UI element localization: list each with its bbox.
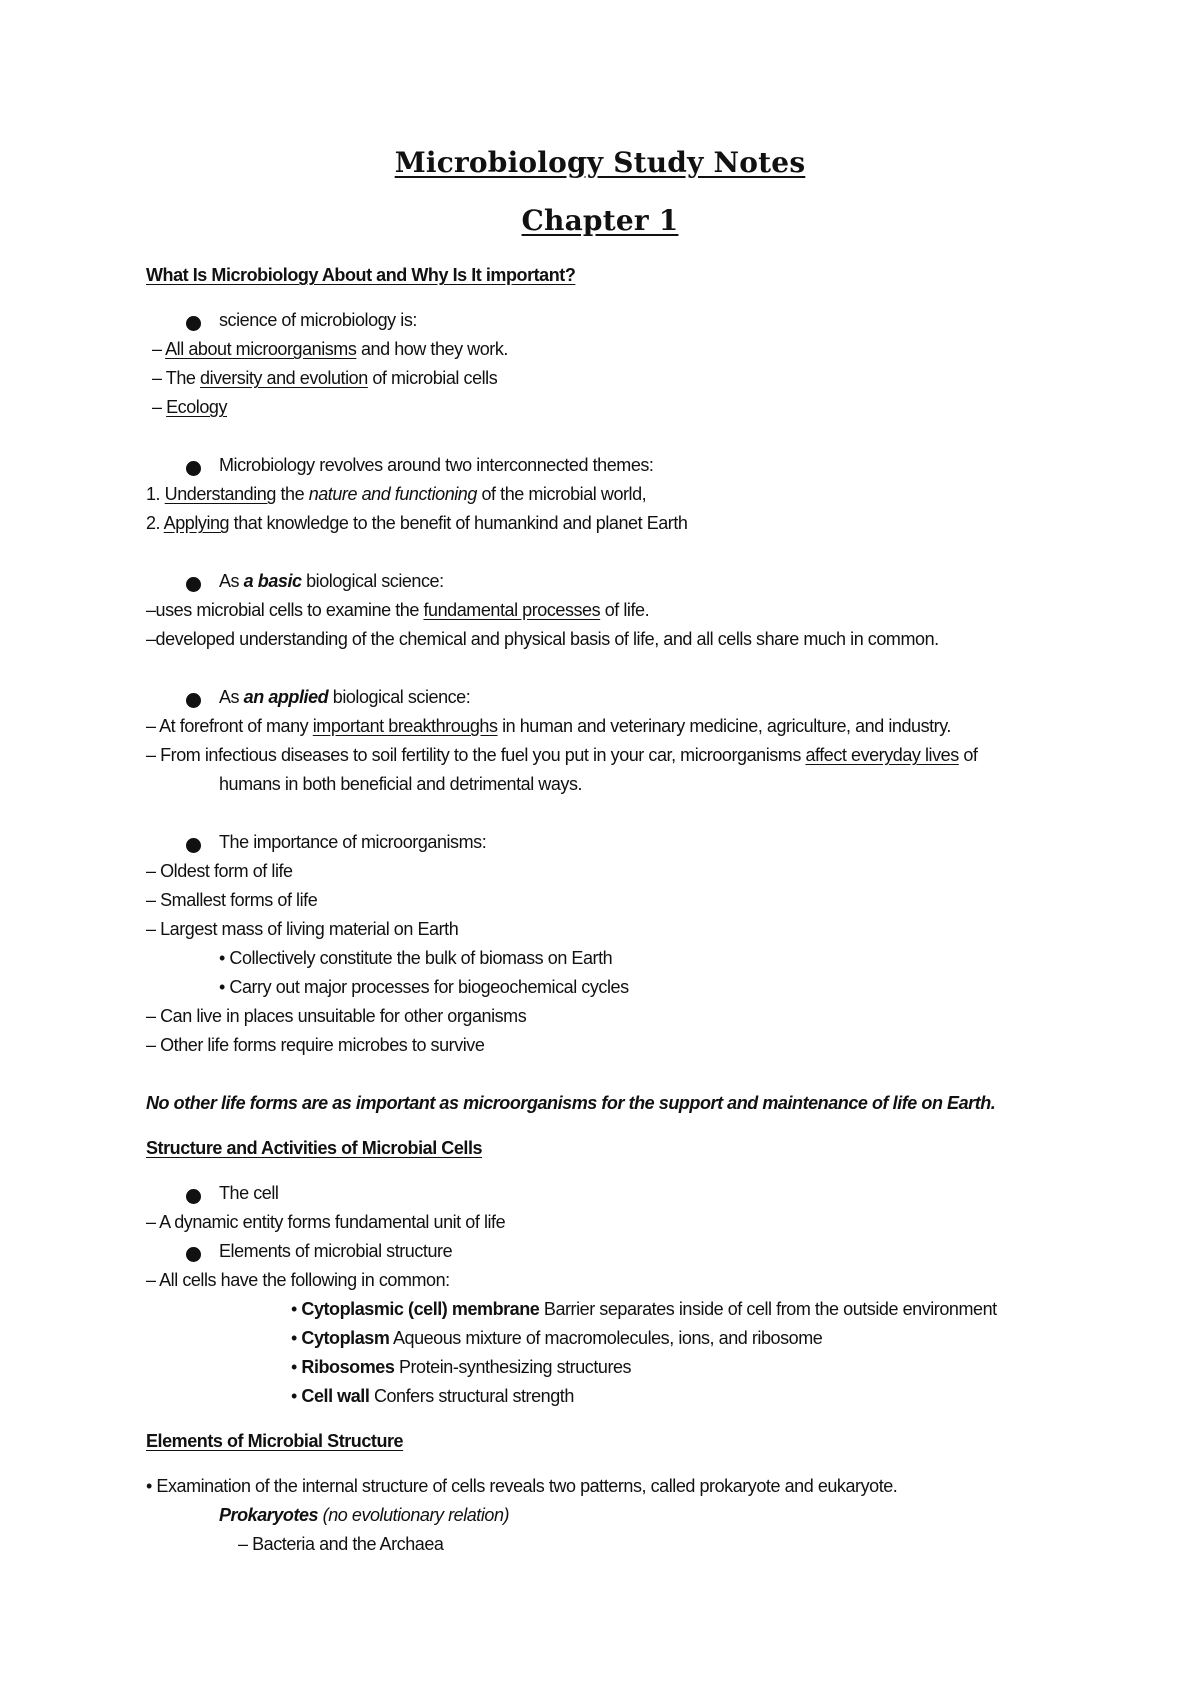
bullet-dot-icon [186, 577, 201, 592]
list-line: – Bacteria and the Archaea [238, 1534, 444, 1554]
emphasis-statement: No other life forms are as important as microorganisms for the support and maintenance of life on Earth. [146, 1093, 996, 1113]
document-title: Microbiology Study Notes [394, 146, 806, 179]
bullet-dot-icon [186, 1247, 201, 1262]
cell-component-item: • Cytoplasm Aqueous mixture of macromolecules, ions, and ribosome [291, 1328, 823, 1348]
bullet-basic-science: As a basic biological science: [219, 571, 444, 591]
chapter-title: Chapter 1 [521, 204, 679, 237]
list-line: • Carry out major processes for biogeochemical cycles [219, 977, 629, 997]
list-line: – A dynamic entity forms fundamental unit of life [146, 1212, 506, 1232]
prokaryotes-label: Prokaryotes (no evolutionary relation) [219, 1505, 510, 1525]
cell-component-item: • Ribosomes Protein-synthesizing structures [291, 1357, 632, 1377]
list-line: 2. Applying that knowledge to the benefit of humankind and planet Earth [146, 513, 688, 533]
list-line: – Can live in places unsuitable for other organisms [146, 1006, 527, 1026]
list-line: – Smallest forms of life [146, 890, 318, 910]
list-line: – The diversity and evolution of microbial cells [152, 368, 498, 388]
list-line: –uses microbial cells to examine the fundamental processes of life. [146, 600, 650, 620]
section-heading-elements-structure: Elements of Microbial Structure [146, 1431, 404, 1451]
section-heading-structure-activities: Structure and Activities of Microbial Cells [146, 1138, 483, 1158]
list-line: – Oldest form of life [146, 861, 293, 881]
section-heading-what-is-microbiology: What Is Microbiology About and Why Is It important? [146, 265, 576, 285]
bullet-dot-icon [186, 461, 201, 476]
bullet-dot-icon [186, 316, 201, 331]
list-line: – Ecology [152, 397, 228, 417]
list-line: – From infectious diseases to soil fertility to the fuel you put in your car, microorganisms affect everyday lives of [146, 745, 978, 765]
list-line: humans in both beneficial and detrimental ways. [219, 774, 583, 794]
bullet-dot-icon [186, 1189, 201, 1204]
list-line: – Other life forms require microbes to survive [146, 1035, 485, 1055]
list-line: –developed understanding of the chemical and physical basis of life, and all cells share much in common. [146, 629, 939, 649]
bullet-themes: Microbiology revolves around two interconnected themes: [219, 455, 654, 475]
bullet-importance: The importance of microorganisms: [219, 832, 487, 852]
bullet-applied-science: As an applied biological science: [219, 687, 471, 707]
bullet-dot-icon [186, 693, 201, 708]
bullet-dot-icon [186, 838, 201, 853]
list-line: – Largest mass of living material on Earth [146, 919, 459, 939]
list-line: • Collectively constitute the bulk of biomass on Earth [219, 948, 613, 968]
cell-component-item: • Cytoplasmic (cell) membrane Barrier separates inside of cell from the outside environment [291, 1299, 997, 1319]
list-line: – All cells have the following in common: [146, 1270, 450, 1290]
bullet-the-cell: The cell [219, 1183, 279, 1203]
cell-component-item: • Cell wall Confers structural strength [291, 1386, 574, 1406]
list-line: – At forefront of many important breakthroughs in human and veterinary medicine, agriculture, and industry. [146, 716, 951, 736]
list-line: • Examination of the internal structure of cells reveals two patterns, called prokaryote and eukaryote. [146, 1476, 898, 1496]
list-line: – All about microorganisms and how they work. [152, 339, 508, 359]
list-line: 1. Understanding the nature and functioning of the microbial world, [146, 484, 647, 504]
bullet-elements: Elements of microbial structure [219, 1241, 453, 1261]
bullet-science: science of microbiology is: [219, 310, 417, 330]
